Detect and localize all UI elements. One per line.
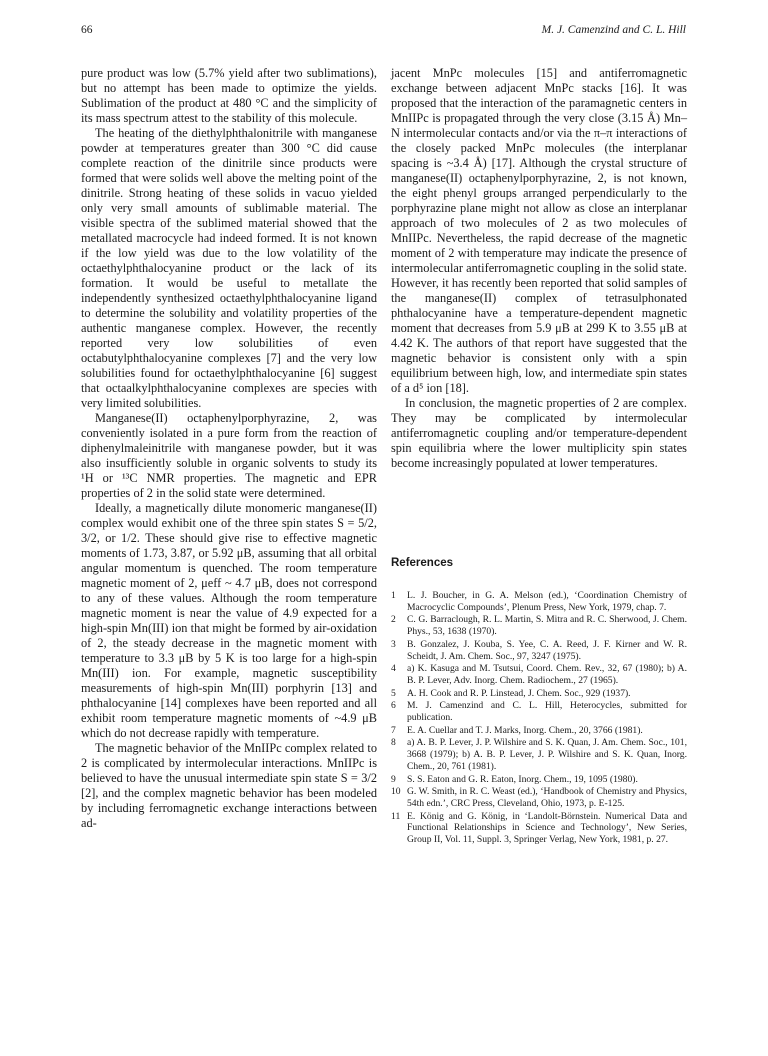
- paragraph: Manganese(II) octaphenylporphyrazine, 2, was conveniently isolated in a pure form from the reaction of diphenylmaleinitrile with manganese powder, but it was also insufficiently soluble in organic solvents to study its ¹H or ¹³C NMR properties. The magnetic and EPR properties of 2 in the solid state were determined.: [81, 411, 377, 500]
- paragraph: jacent MnPc molecules [15] and antiferromagnetic exchange between adjacent MnPc stacks [16]. It was proposed that the interaction of the paramagnetic centers in MnIIPc is propagated through the very close (3.15 Å) Mn–N intermolecular contacts and/or via the π–π interactions of the closely packed MnPc molecules (the interplanar spacing is ~3.4 Å) [17]. Although the crystal structure of manganese(II) octaphenylporphyrazine, 2, is not known, the eight phenyl groups arranged perpendicularly to the porphyrazine plane might not allow as close an interplanar approach of two molecules of 2 as two molecules of MnIIPc. Nevertheless, the rapid decrease of the magnetic moment of 2 with temperature may indicate the presence of intermolecular antiferromagnetic coupling in the solid state. However, it has recently been reported that solid samples of the manganese(II) complex of tetrasulphonated phthalocyanine have a temperature-dependent magnetic moment that decreases from 5.9 μB at 299 K to 3.55 μB at 4.42 K. The authors of that report have suggested that the magnetic behavior is consistent only with a spin equilibrium between high, low, and intermediate spin states of a d⁵ ion [18].: [391, 66, 687, 395]
- reference-item: [391, 811, 687, 846]
- reference-text: C. G. Barraclough, R. L. Martin, S. Mitra and R. C. Sherwood, J. Chem. Phys., 53, 1638 (1970).: [407, 614, 687, 638]
- reference-text: A. H. Cook and R. P. Linstead, J. Chem. Soc., 929 (1937).: [407, 687, 631, 699]
- reference-number: 10: [391, 786, 401, 798]
- reference-number: 1: [391, 590, 396, 601]
- left-column: [81, 66, 377, 831]
- reference-number: 2: [391, 614, 396, 626]
- reference-item: [391, 614, 687, 637]
- reference-number: 3: [391, 638, 396, 650]
- paragraph: The heating of the diethylphthalonitrile with manganese powder at temperatures greater than 300 °C did cause complete reaction of the dinitrile since products were formed that were solids well above the melting point of the dinitrile. Strong heating of these solids in vacuo yielded only very small amounts of sublimable material. The visible spectra of the sublimed material showed that the metallated macrocycle had indeed formed. It is not known if the low yield was due to the low volatility of the octaethylphthalocyanine product or the lack of its formation. It would be useful to metallate the independently synthesized octaethylphthalocyanine ligand to determine the solubility and volatility properties of the authentic manganese complex. However, the recently reported very low solubilities of even octabutylphthalocyanine complexes [7] and the very low solubilities found for octaethylphthalocyanine [6] suggest that octaalkylphthalocyanine complexes are species with very limited solubilities.: [81, 126, 377, 410]
- reference-number: 9: [391, 773, 396, 785]
- references-list: [391, 590, 687, 847]
- reference-text: a) A. B. P. Lever, J. P. Wilshire and S. K. Quan, J. Am. Chem. Soc., 101, 3668 (1979); b) A. B. P. Lever, J. P. Wilshire and S. K. Quan, Inorg. Chem., 20, 761 (1981).: [407, 737, 687, 772]
- reference-number: 5: [391, 687, 396, 699]
- reference-item: [391, 688, 687, 700]
- reference-text: E. König and G. König, in ‘Landolt-Börnstein. Numerical Data and Functional Relationships in Science and Technology’, New Series, Group II, Vol. 11, Suppl. 3, Springer Verlag, New York, 1981, p. 27.: [407, 810, 687, 846]
- reference-text: M. J. Camenzind and C. L. Hill, Heterocycles, submitted for publication.: [407, 700, 687, 724]
- reference-text: L. J. Boucher, in G. A. Melson (ed.), ‘Coordination Chemistry of Macrocyclic Compounds’, Plenum Press, New York, 1979, chap. 7.: [407, 590, 687, 613]
- reference-item: [391, 786, 687, 809]
- reference-number: 4: [391, 663, 396, 675]
- reference-text: S. S. Eaton and G. R. Eaton, Inorg. Chem., 19, 1095 (1980).: [407, 773, 638, 785]
- reference-text: a) K. Kasuga and M. Tsutsui, Coord. Chem. Rev., 32, 67 (1980); b) A. B. P. Lever, Adv. Inorg. Chem. Radiochem., 27 (1965).: [407, 663, 687, 686]
- right-column: [391, 66, 687, 471]
- page-number: 66: [81, 24, 93, 36]
- reference-number: 6: [391, 700, 396, 712]
- running-head: M. J. Camenzind and C. L. Hill: [541, 24, 686, 36]
- reference-item: [391, 700, 687, 723]
- reference-number: 11: [391, 810, 401, 822]
- reference-item: [391, 639, 687, 662]
- paragraph: Ideally, a magnetically dilute monomeric manganese(II) complex would exhibit one of the three spin states S = 5/2, 3/2, or 1/2. These should give rise to effective magnetic moments of 1.73, 3.87, or 5.92 μB, assuming that all orbital angular momentum is quenched. The room temperature magnetic moment of 2, μeff ~ 4.7 μB, does not correspond to any of these values. Although the room temperature magnetic moment is near the value of 4.9 expected for a high-spin Mn(III) ion that might be formed by air-oxidation of 2, the steady decrease in the magnetic moment with temperature to 3.3 μB by 5 K is too large for a high-spin Mn(III) ion. For example, magnetic susceptibility measurements of high-spin Mn(III) porphyrin [13] and phthalocyanine [14] complexes have been reported and all exhibit room temperature magnetic moments of ~4.9 μB which do not decrease rapidly with temperature.: [81, 501, 377, 740]
- reference-item: [391, 725, 687, 737]
- reference-item: [391, 737, 687, 772]
- reference-text: E. A. Cuellar and T. J. Marks, Inorg. Chem., 20, 3766 (1981).: [407, 724, 643, 736]
- reference-item: [391, 590, 687, 613]
- reference-text: B. Gonzalez, J. Kouba, S. Yee, C. A. Reed, J. F. Kirner and W. R. Scheidt, J. Am. Chem. Soc., 97, 3247 (1975).: [407, 638, 687, 662]
- reference-number: 8: [391, 737, 396, 749]
- reference-number: 7: [391, 724, 396, 736]
- reference-item: [391, 663, 687, 686]
- references-heading: References: [391, 557, 454, 569]
- reference-item: [391, 774, 687, 786]
- paragraph: The magnetic behavior of the MnIIPc complex related to 2 is complicated by intermolecular interactions. MnIIPc is believed to have the unusual intermediate spin state S = 3/2 [2], and the complex magnetic behavior has been modeled by including ferromagnetic exchange interactions between ad-: [81, 741, 377, 830]
- paragraph: In conclusion, the magnetic properties of 2 are complex. They may be complicated by intermolecular antiferromagnetic coupling and/or temperature-dependent spin equilibria where the lower multiplicity spin states become increasingly populated at lower temperatures.: [391, 396, 687, 470]
- reference-text: G. W. Smith, in R. C. Weast (ed.), ‘Handbook of Chemistry and Physics, 54th edn.’, CRC Press, Cleveland, Ohio, 1973, p. E-125.: [407, 786, 687, 809]
- paragraph: pure product was low (5.7% yield after two sublimations), but no attempt has been made to optimize the yields. Sublimation of the product at 480 °C and the simplicity of its mass spectrum attest to the stability of this molecule.: [81, 66, 377, 125]
